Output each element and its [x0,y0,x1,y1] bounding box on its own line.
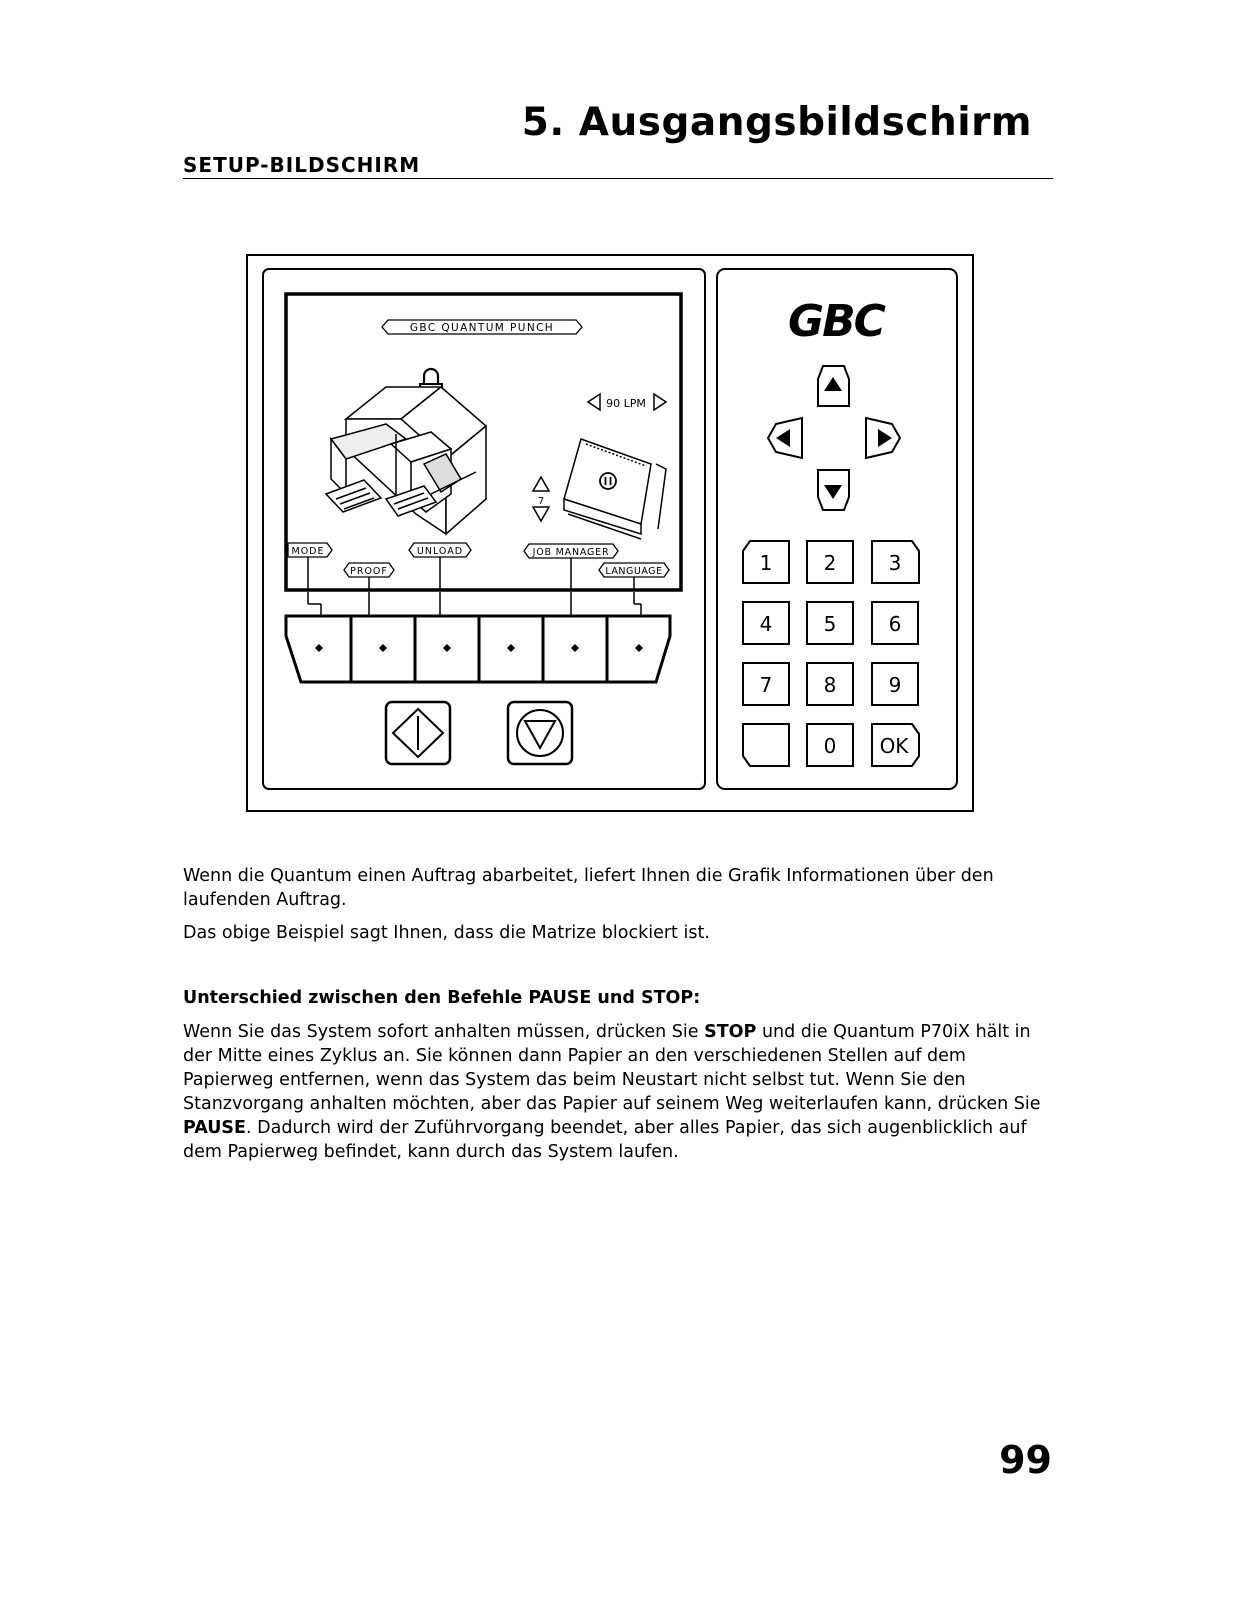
svg-text:5: 5 [823,612,837,636]
key-3[interactable] [872,541,919,583]
svg-text:UNLOAD: UNLOAD [416,546,464,557]
svg-text:LANGUAGE: LANGUAGE [605,566,663,577]
paragraph-3-part-1: Wenn Sie das System sofort anhalten müssen, drücken Sie [183,1022,705,1042]
svg-text:4: 4 [759,612,773,636]
paragraph-2: Das obige Beispiel sagt Ihnen, dass die Matrize blockiert ist. [183,923,710,943]
key-2[interactable] [807,541,853,583]
pause-keyword: PAUSE [183,1118,246,1138]
key-7[interactable] [743,663,789,705]
softkey-label-job-manager [524,544,618,558]
page-number: 99 [999,1438,1052,1482]
svg-text:JOB MANAGER: JOB MANAGER [532,547,610,558]
key-1[interactable] [743,541,789,583]
svg-text:PROOF: PROOF [350,566,388,577]
key-8[interactable] [807,663,853,705]
paragraph-1: Wenn die Quantum einen Auftrag abarbeitet, liefert Ihnen die Grafik Informationen über den laufenden Auftrag. [183,866,994,910]
key-blank[interactable] [743,724,789,766]
svg-text:7: 7 [759,673,773,697]
key-6[interactable] [872,602,918,644]
screen-title-banner [382,320,582,334]
counter-value: 7 [537,496,545,507]
arrow-down-button[interactable] [818,470,849,510]
svg-text:3: 3 [888,551,902,575]
softkey-label-language [599,563,669,577]
stop-button[interactable] [508,702,572,764]
stop-keyword: STOP [704,1022,757,1042]
softkey-label-mode [288,543,332,557]
lcd-screen [286,294,681,590]
key-9[interactable] [872,663,918,705]
svg-text:2: 2 [823,551,837,575]
control-panel-diagram [246,254,976,814]
svg-text:9: 9 [888,673,902,697]
key-ok[interactable] [872,724,919,766]
start-button[interactable] [386,702,450,764]
pause-icon [600,473,616,489]
gbc-logo: GBC [788,296,884,347]
key-5[interactable] [807,602,853,644]
speed-value: 90 LPM [606,397,646,410]
paragraph-3-part-2: und die Quantum P70iX hält in der Mitte eines Zyklus an. Sie können dann Papier an den verschiedenen Stellen auf dem Papierweg entfernen, wenn das System das beim Neustart nicht selbst tut. Wenn Sie den Stanzvorgang anhalten möchten, aber das Papier auf seinem Weg weiterlaufen kann, drücken Sie [183,1022,1041,1114]
svg-text:MODE: MODE [291,546,325,557]
svg-text:6: 6 [888,612,902,636]
subheading-pause-stop: Unterschied zwischen den Befehle PAUSE und STOP: [183,988,701,1008]
key-4[interactable] [743,602,789,644]
panel-right-section [717,269,957,789]
paragraph-3 [183,1020,1053,1164]
svg-text:8: 8 [823,673,837,697]
softkey-label-proof [344,563,394,577]
svg-text:OK: OK [879,734,909,758]
key-0[interactable] [807,724,853,766]
speed-control[interactable] [588,394,666,410]
screen-title: GBC QUANTUM PUNCH [409,322,555,334]
paragraph-3-part-3: . Dadurch wird der Zuführvorgang beendet, aber alles Papier, das sich augenblicklich auf dem Papierweg befindet, kann durch das System laufen. [183,1118,1027,1162]
section-title: SETUP-BILDSCHIRM [183,153,421,177]
arrow-up-button[interactable] [818,366,849,406]
header-rule [183,178,1053,179]
stop-icon [517,710,563,756]
svg-text:0: 0 [823,734,837,758]
chapter-title: 5. Ausgangsbildschirm [521,100,1032,145]
svg-text:1: 1 [759,551,773,575]
softkey-label-unload [409,543,471,557]
softkey-row [286,616,670,682]
